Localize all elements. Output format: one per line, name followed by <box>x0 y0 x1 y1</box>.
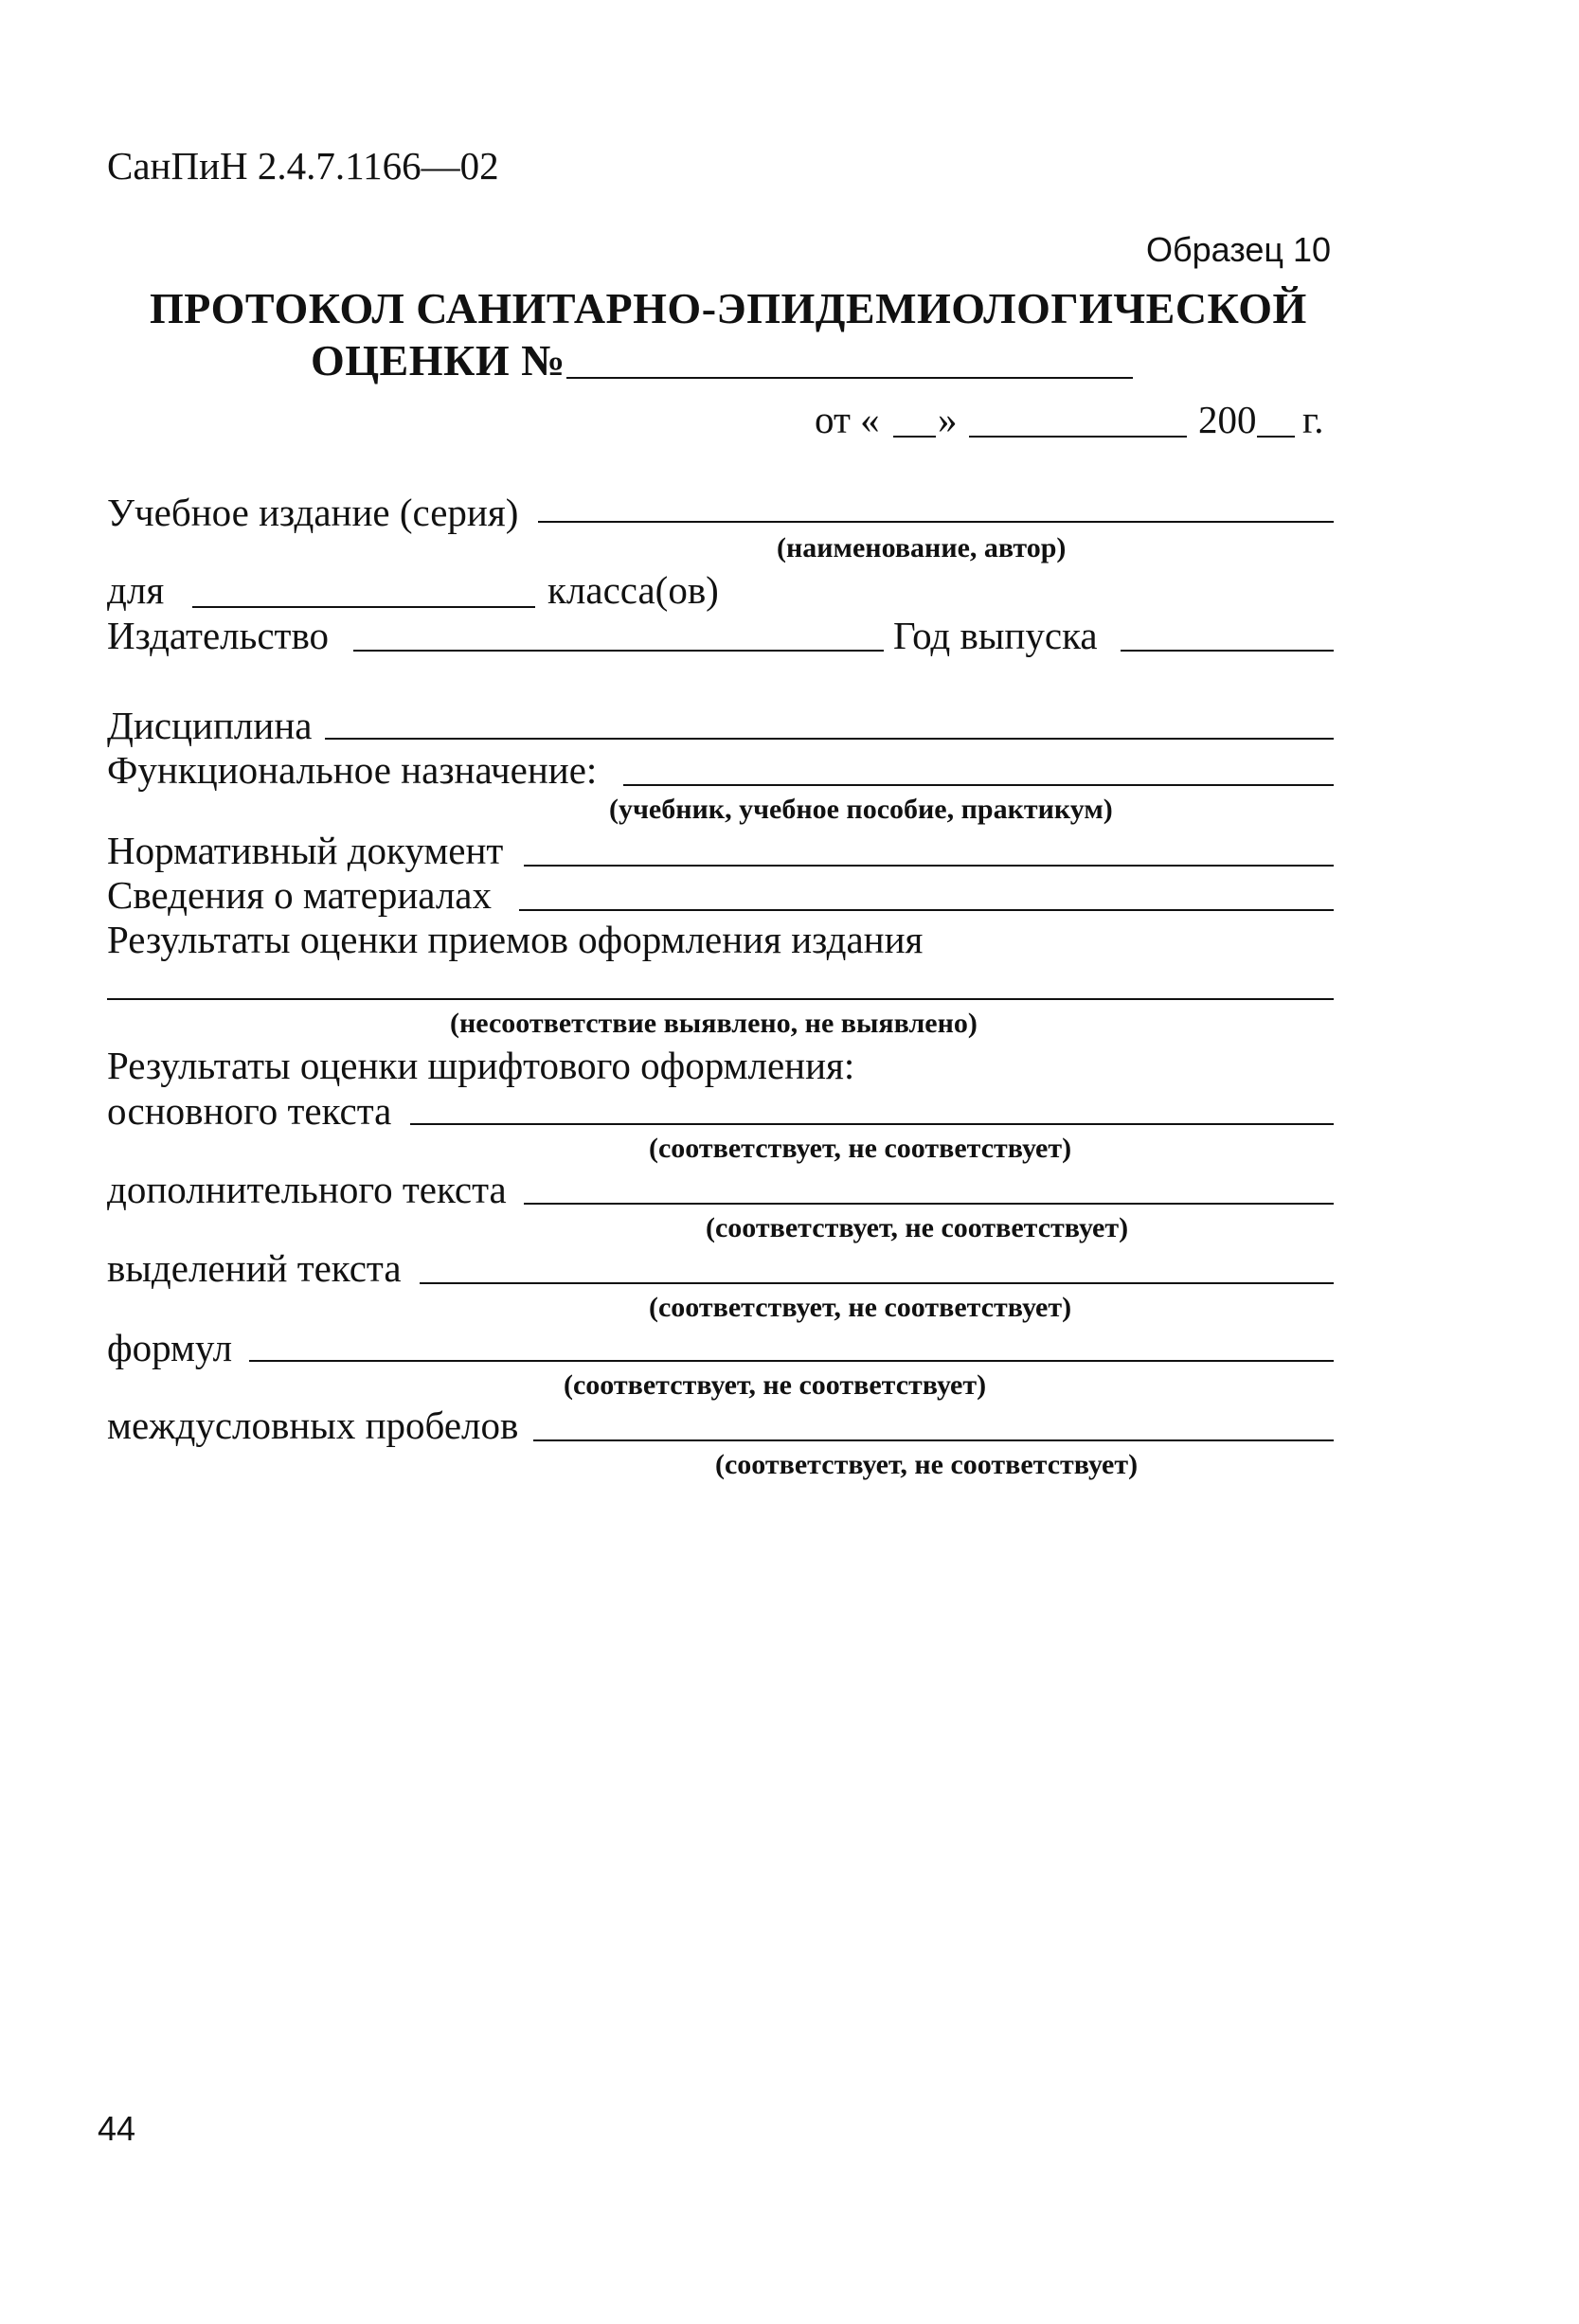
design-results-label: Результаты оценки приемов оформления издания <box>107 918 924 961</box>
page-number: 44 <box>98 2109 136 2148</box>
formulas-label: формул <box>107 1326 233 1369</box>
materials-field[interactable] <box>519 909 1334 911</box>
protocol-number-field[interactable] <box>566 377 1133 379</box>
highlight-label: выделений текста <box>107 1246 402 1290</box>
materials-label: Сведения о материалах <box>107 873 492 917</box>
purpose-hint: (учебник, учебное пособие, практикум) <box>609 794 1113 825</box>
year-label: Год выпуска <box>893 614 1098 657</box>
additional-text-hint: (соответствует, не соответствует) <box>706 1212 1129 1243</box>
spaces-hint: (соответствует, не соответствует) <box>715 1449 1139 1480</box>
year-field[interactable] <box>1121 650 1334 652</box>
edition-field[interactable] <box>538 521 1334 523</box>
main-text-label: основного текста <box>107 1089 392 1133</box>
date-year-suffix: г. <box>1302 398 1324 441</box>
main-text-field[interactable] <box>410 1123 1334 1125</box>
main-text-hint: (соответствует, не соответствует) <box>649 1133 1072 1164</box>
for-label: для <box>107 568 165 612</box>
design-results-hint: (несоответствие выявлено, не выявлено) <box>450 1008 978 1039</box>
spaces-field[interactable] <box>533 1439 1334 1441</box>
date-day-field[interactable] <box>893 436 936 438</box>
date-year-prefix: 200 <box>1198 398 1257 441</box>
title-line-1: ПРОТОКОЛ САНИТАРНО-ЭПИДЕМИОЛОГИЧЕСКОЙ <box>150 284 1307 332</box>
class-field[interactable] <box>192 606 535 608</box>
edition-label: Учебное издание (серия) <box>107 491 519 534</box>
purpose-label: Функциональное назначение: <box>107 748 598 792</box>
spaces-label: междусловных пробелов <box>107 1403 519 1447</box>
design-results-field[interactable] <box>107 998 1334 1000</box>
title-line-2: ОЦЕНКИ № <box>311 336 565 384</box>
publisher-label: Издательство <box>107 614 330 657</box>
class-label: класса(ов) <box>547 568 719 612</box>
normative-label: Нормативный документ <box>107 829 504 872</box>
date-prefix: от « <box>815 398 880 441</box>
formulas-field[interactable] <box>249 1360 1334 1362</box>
additional-text-field[interactable] <box>524 1203 1334 1205</box>
highlight-hint: (соответствует, не соответствует) <box>649 1292 1072 1323</box>
document-code: СанПиН 2.4.7.1166—02 <box>107 144 499 188</box>
date-year-field[interactable] <box>1257 436 1295 438</box>
date-month-field[interactable] <box>969 436 1187 438</box>
discipline-field[interactable] <box>325 738 1334 740</box>
publisher-field[interactable] <box>353 650 884 652</box>
additional-text-label: дополнительного текста <box>107 1168 507 1211</box>
purpose-field[interactable] <box>623 784 1334 786</box>
date-close-quote: » <box>938 398 958 441</box>
highlight-field[interactable] <box>420 1282 1334 1284</box>
formulas-hint: (соответствует, не соответствует) <box>564 1369 987 1401</box>
edition-hint: (наименование, автор) <box>777 532 1067 563</box>
font-results-label: Результаты оценки шрифтового оформления: <box>107 1044 855 1087</box>
normative-field[interactable] <box>524 865 1334 867</box>
discipline-label: Дисциплина <box>107 704 313 747</box>
sample-label: Образец 10 <box>1145 230 1331 269</box>
